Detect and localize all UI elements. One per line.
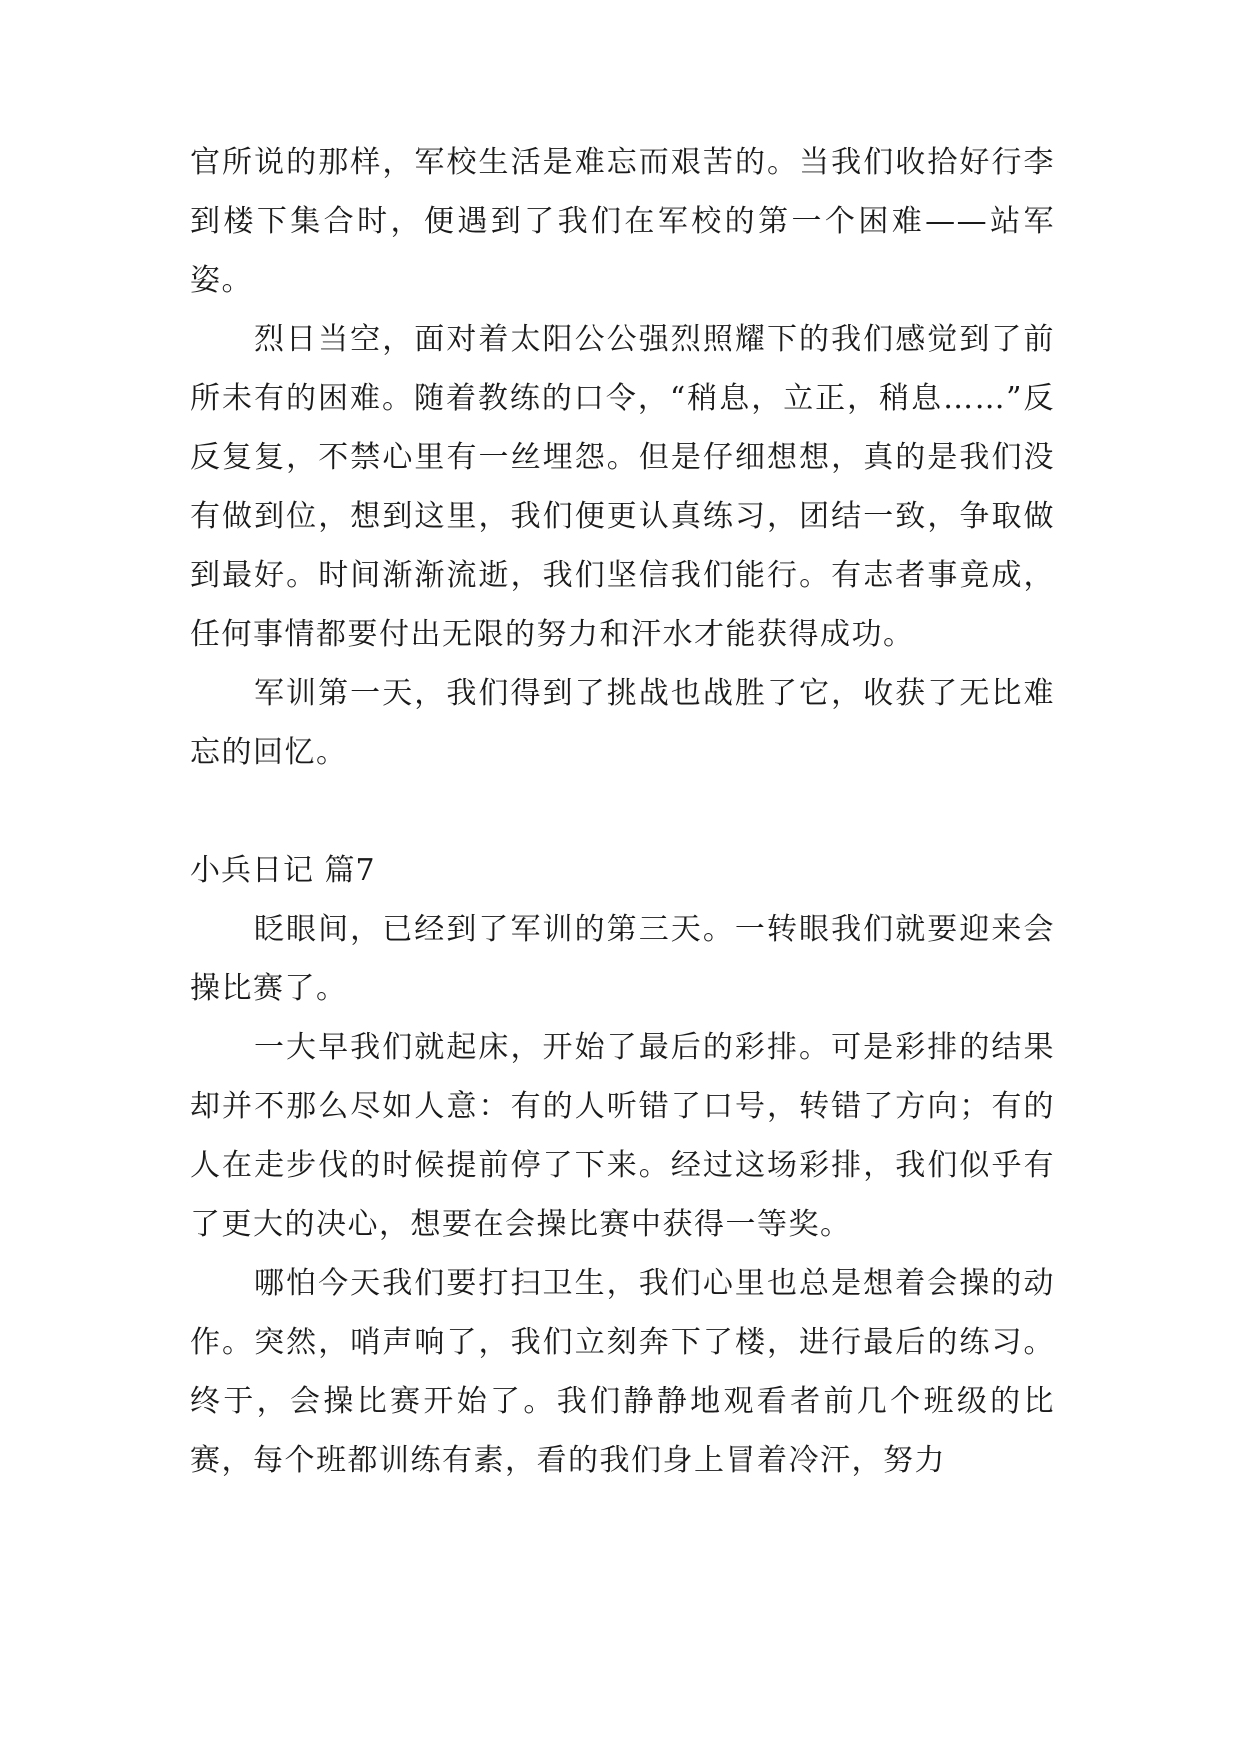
- paragraph-standing-at-attention: 烈日当空，面对着太阳公公强烈照耀下的我们感觉到了前所未有的困难。随着教练的口令，“稍息，立正，稍息……”反反复复，不禁心里有一丝埋怨。但是仔细想想，真的是我们没有做到位，想到这里，我们便更认真练习，团结一致，争取做到最好。时间渐渐流逝，我们坚信我们能行。有志者事竟成，任何事情都要付出无限的努力和汗水才能获得成功。: [190, 322, 1055, 652]
- document-body: [190, 133, 1055, 1490]
- section-heading: 小兵日记 篇7: [190, 853, 376, 888]
- paragraph-rehearsal: 一大早我们就起床，开始了最后的彩排。可是彩排的结果却并不那么尽如人意：有的人听错了口号，转错了方向；有的人在走步伐的时候提前停了下来。经过这场彩排，我们似乎有了更大的决心，想要在会操比赛中获得一等奖。: [190, 1030, 1055, 1242]
- paragraph-third-day: 眨眼间，已经到了军训的第三天。一转眼我们就要迎来会操比赛了。: [190, 912, 1055, 1006]
- paragraph-competition-start: 哪怕今天我们要打扫卫生，我们心里也总是想着会操的动作。突然，哨声响了，我们立刻奔下了楼，进行最后的练习。终于，会操比赛开始了。我们静静地观看者前几个班级的比赛，每个班都训练有素，看的我们身上冒着冷汗，努力: [190, 1266, 1055, 1478]
- paragraph-continued-from-previous-page: 官所说的那样，军校生活是难忘而艰苦的。当我们收拾好行李到楼下集合时，便遇到了我们在军校的第一个困难——站军姿。: [190, 145, 1055, 298]
- paragraph-first-day-summary: 军训第一天，我们得到了挑战也战胜了它，收获了无比难忘的回忆。: [190, 676, 1055, 770]
